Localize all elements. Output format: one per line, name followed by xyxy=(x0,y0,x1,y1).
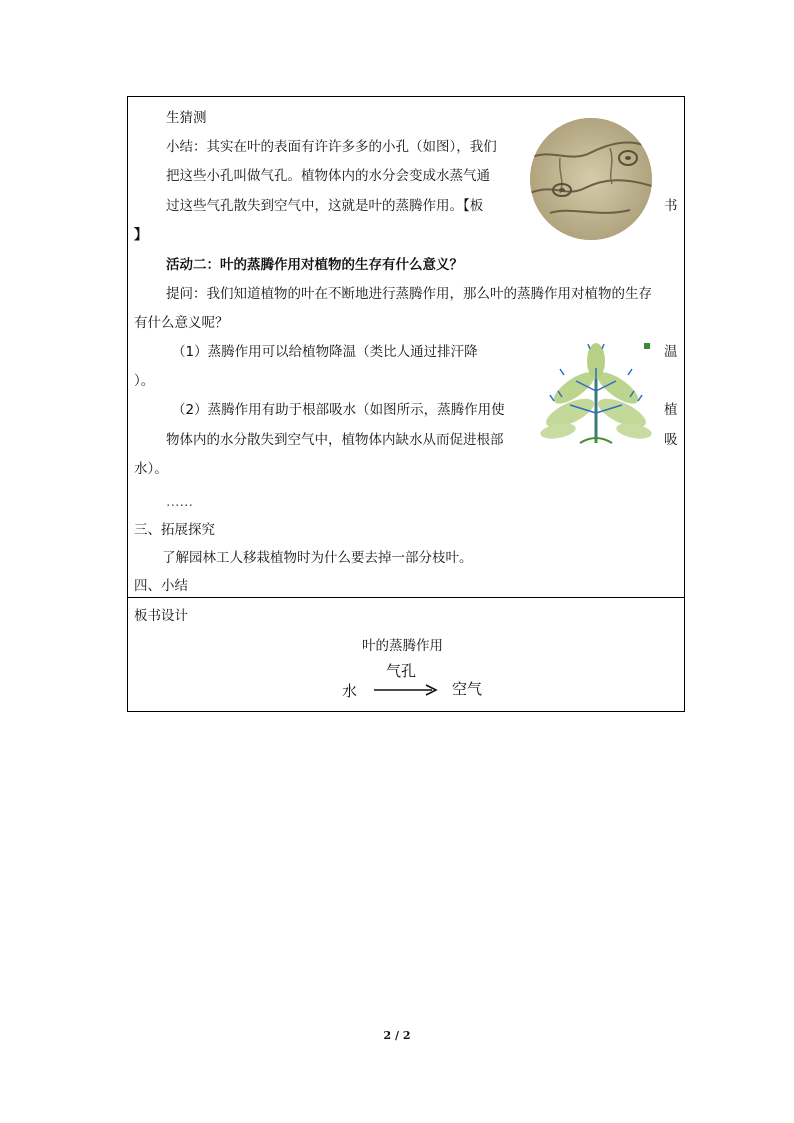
board-from: 水 xyxy=(342,682,358,700)
text-line: 物体内的水分散失到空气中，植物体内缺水从而促进根部 xyxy=(166,432,504,448)
page-number: 2 / 2 xyxy=(383,1029,411,1042)
extension-text: 了解园林工人移栽植物时为什么要去掉一部分枝叶。 xyxy=(162,550,473,566)
text-line: 过这些气孔散失到空气中，这就是叶的蒸腾作用。【板 xyxy=(166,198,484,214)
plant-icon xyxy=(540,343,652,445)
activity-heading: 活动二：叶的蒸腾作用对植物的生存有什么意义？ xyxy=(166,257,463,273)
text-line: 水）。 xyxy=(134,461,168,477)
text-line: 植 xyxy=(664,402,678,418)
stomata-micrograph-icon xyxy=(530,118,652,240)
text-line: ）。 xyxy=(134,373,155,389)
section-heading-summary: 四、小结 xyxy=(134,578,188,594)
text-line: 生猜测 xyxy=(166,110,207,126)
arrow-right-icon xyxy=(372,683,440,697)
point-1: （1）蒸腾作用可以给植物降温（类比人通过排汗降 xyxy=(172,344,478,360)
text-line: 吸 xyxy=(664,432,678,448)
board-title: 叶的蒸腾作用 xyxy=(362,638,443,654)
text-line: 书 xyxy=(664,198,678,214)
board-arrow-label: 气孔 xyxy=(386,662,417,680)
text-line: 把这些小孔叫做气孔。植物体内的水分会变成水蒸气通 xyxy=(166,168,490,184)
row-divider xyxy=(127,597,685,598)
transpiration-plant-diagram xyxy=(540,343,652,445)
board-design-label: 板书设计 xyxy=(134,608,188,624)
summary-text: 小结：其实在叶的表面有许许多多的小孔（如图），我们 xyxy=(166,139,497,155)
section-heading-extension: 三、拓展探究 xyxy=(134,522,215,538)
text-line: 温 xyxy=(664,344,678,360)
question-text: 提问：我们知道植物的叶在不断地进行蒸腾作用，那么叶的蒸腾作用对植物的生存 xyxy=(166,286,652,302)
stomata-micrograph xyxy=(530,118,652,240)
text-line: 】 xyxy=(134,227,148,243)
text-line: 有什么意义呢？ xyxy=(134,315,229,331)
board-to: 空气 xyxy=(452,680,483,698)
ellipsis: …… xyxy=(166,494,193,510)
point-2: （2）蒸腾作用有助于根部吸水（如图所示，蒸腾作用使 xyxy=(172,402,505,418)
